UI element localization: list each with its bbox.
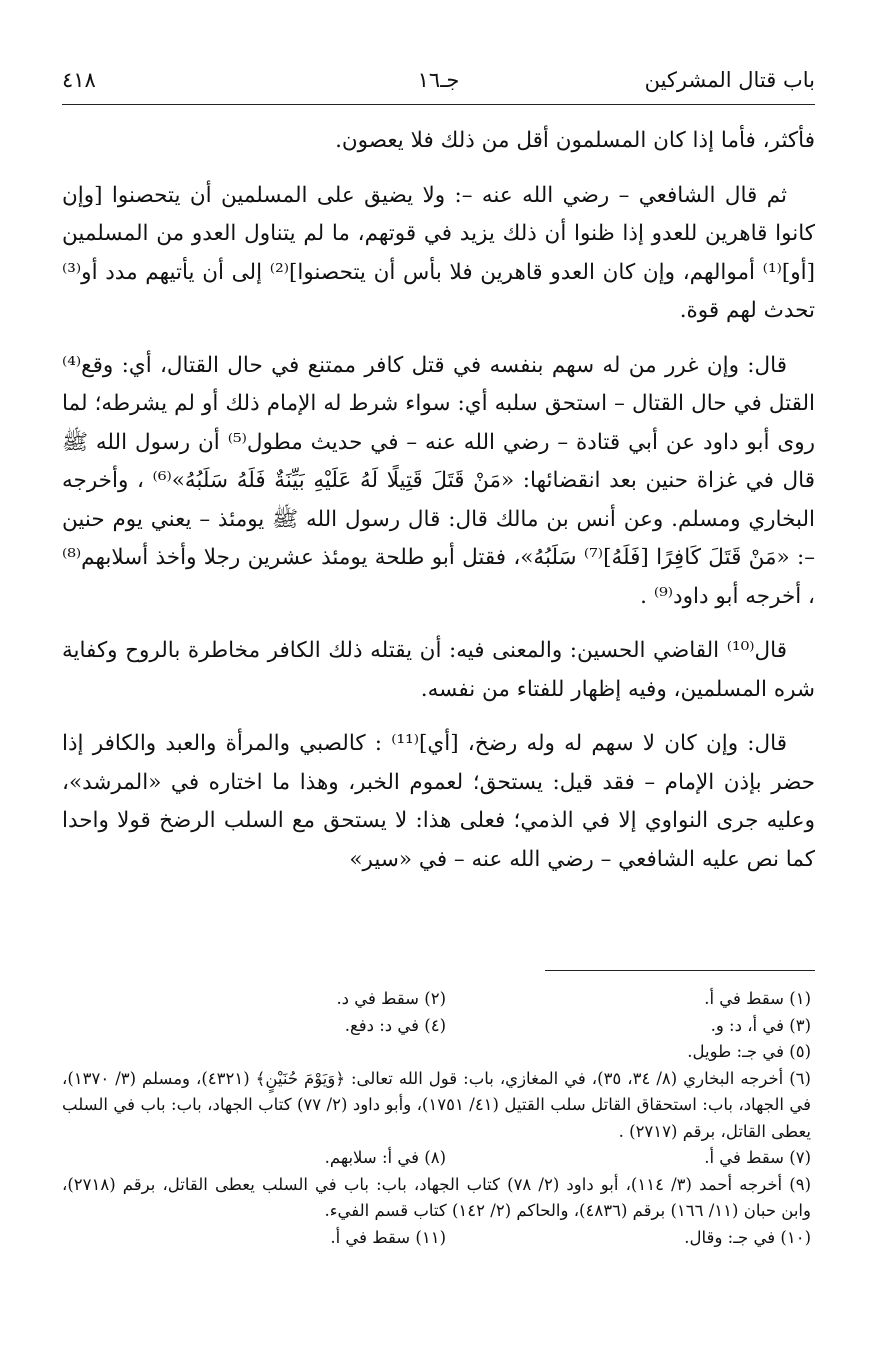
footnote: (٧) سقط في أ.	[704, 1148, 811, 1167]
footnote: (١) سقط في أ.	[704, 989, 811, 1008]
footnote-row	[62, 986, 811, 1013]
paragraph: قال⁽¹⁰⁾ القاضي الحسين: والمعنى فيه: أن يقتله ذلك الكافر مخاطرة بالروح وكفاية شره المسلمين، وفيه إظهار للفتاء من نفسه.	[62, 638, 815, 702]
footnote: (١٠) في جـ: وقال.	[684, 1227, 811, 1247]
main-text	[62, 122, 815, 895]
footnote-row	[62, 1039, 811, 1066]
footnote: (٤) في د: دفع.	[344, 1015, 446, 1035]
footnote: (٥) في جـ: طويل.	[687, 1042, 811, 1061]
footnote-row	[62, 1145, 811, 1172]
footnote: (٢) سقط في د.	[336, 989, 446, 1008]
footnotes	[62, 986, 811, 1251]
paragraph: فأكثر، فأما إذا كان المسلمون أقل من ذلك فلا يعصون.	[335, 128, 815, 153]
running-header	[62, 64, 815, 105]
volume-label: جـ١٦	[417, 68, 460, 92]
footnote-separator	[545, 970, 815, 971]
paragraph: قال: وإن كان لا سهم له وله رضخ، [أي]⁽¹¹⁾ : كالصبي والمرأة والعبد والكافر إذا حضر بإذن الإمام – فقد قيل: يستحق؛ لعموم الخبر، وهذا ما اختاره في «المرشد»، وعليه جرى النواوي إلا في الذمي؛ فعلى هذا: لا يستحق مع السلب الرضخ قولا واحدا كما نص عليه الشافعي – رضي الله عنه – في «سير»	[62, 731, 815, 872]
footnote: (٨) في أ: سلابهم.	[324, 1148, 446, 1167]
paragraph: قال: وإن غرر من له سهم بنفسه في قتل كافر ممتنع في حال القتال، أي: وقع⁽⁴⁾ القتل في حال القتال – استحق سلبه أي: سواء شرط له الإمام ذلك أو لم يشرطه؛ لما روى أبو داود عن أبي قتادة – رضي الله عنه – في حديث مطول⁽⁵⁾ أن رسول الله ﷺ قال في غزاة حنين بعد انقضائها: «مَنْ قَتَلَ قَتِيلًا لَهُ عَلَيْهِ بَيِّنَةٌ فَلَهُ سَلَبُهُ»⁽⁶⁾ ، وأخرجه البخاري ومسلم. وعن أنس بن مالك قال: قال رسول الله ﷺ يومئذ – يعني يوم حنين –: «مَنْ قَتَلَ كَافِرًا [فَلَهُ]⁽⁷⁾ سَلَبُهُ»، فقتل أبو طلحة يومئذ عشرين رجلا وأخذ أسلابهم⁽⁸⁾ ، أخرجه أبو داود⁽⁹⁾ .	[62, 352, 815, 609]
footnote: (٦) أخرجه البخاري (٨/ ٣٤، ٣٥)، في المغازي، باب: قول الله تعالى: ﴿وَيَوْمَ حُنَيْنٍ﴾ (٤٣٢١)، ومسلم (٣/ ١٣٧٠)، في الجهاد، باب: استحقاق القاتل سلب القتيل (٤١/ ١٧٥١)، وأبو داود (٢/ ٧٧) كتاب الجهاد، باب: باب في السلب يعطى القاتل، برقم (٢٧١٧) .	[62, 1068, 812, 1141]
page-number: ٤١٨	[62, 68, 96, 92]
footnote: (١١) سقط في أ.	[330, 1227, 446, 1247]
paragraph: ثم قال الشافعي – رضي الله عنه –: ولا يضيق على المسلمين أن يتحصنوا [وإن كانوا قاهرين للعدو إذا ظنوا أن ذلك يزيد في قوتهم، ما لم يتناول العدو من المسلمين [أو]⁽¹⁾ أموالهم، وإن كان العدو قاهرين فلا بأس أن يتحصنوا]⁽²⁾ إلى أن يأتيهم مدد أو⁽³⁾ تحدث لهم قوة.	[62, 182, 815, 323]
footnote-row	[62, 1013, 811, 1040]
footnote: (٩) أخرجه أحمد (٣/ ١١٤)، أبو داود (٢/ ٧٨) كتاب الجهاد، باب: باب في السلب يعطى القاتل، برقم (٢٧١٨)، وابن حبان (١١/ ١٦٦) برقم (٤٨٣٦)، والحاكم (٢/ ١٤٢) كتاب قسم الفيء.	[62, 1174, 811, 1220]
footnote-row	[62, 1225, 811, 1252]
footnote: (٣) في أ، د: و.	[710, 1015, 811, 1035]
chapter-title: باب قتال المشركين	[644, 68, 815, 92]
